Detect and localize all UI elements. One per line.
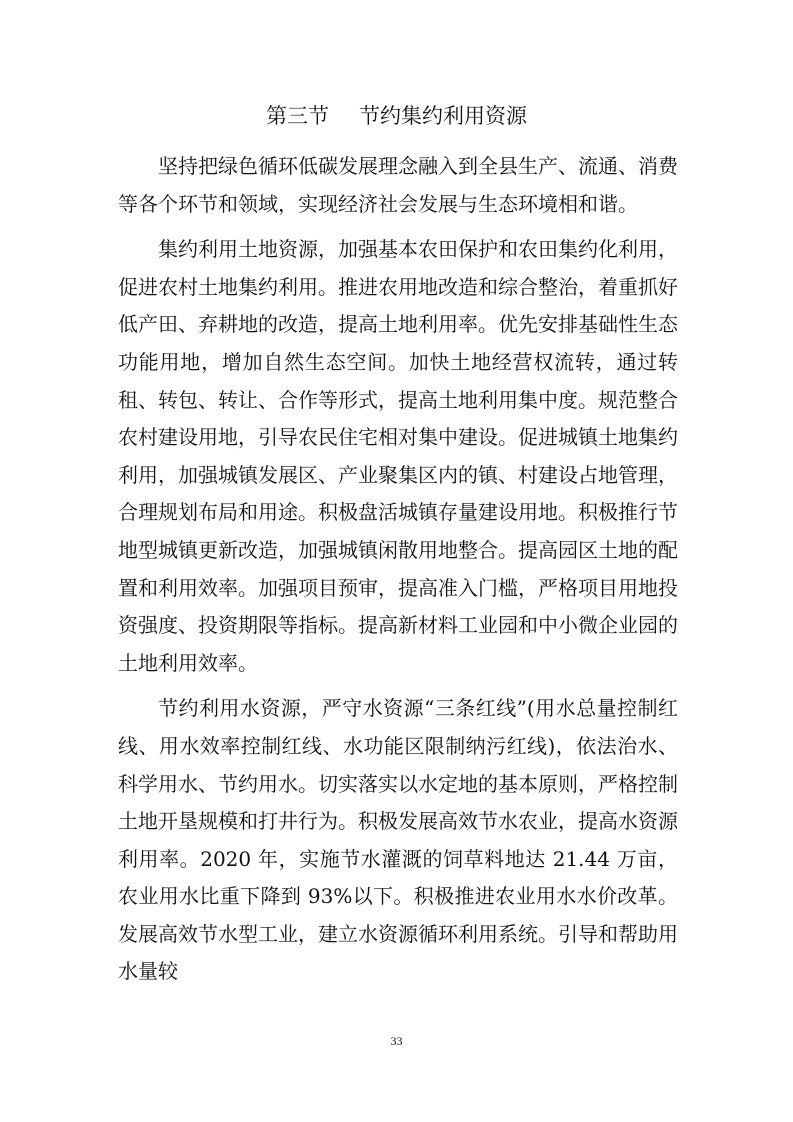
page-number: 33 (390, 1034, 403, 1048)
body-text (118, 148, 678, 999)
section-heading (0, 100, 793, 132)
paragraph-land-resources: 集约利用土地资源，加强基本农田保护和农田集约化利用，促进农村土地集约利用。推进农用地改造和综合整治，着重抓好低产田、弃耕地的改造，提高土地利用率。优先安排基础性生态功能用地，增加自然生态空间。加快土地经营权流转，通过转租、转包、转让、合作等形式，提高土地利用集中度。规范整合农村建设用地，引导农民住宅相对集中建设。促进城镇土地集约利用，加强城镇发展区、产业聚集区内的镇、村建设占地管理，合理规划布局和用途。积极盘活城镇存量建设用地。积极推行节地型城镇更新改造，加强城镇闲散用地整合。提高园区土地的配置和利用效率。加强项目预审，提高准入门槛，严格项目用地投资强度、投资期限等指标。提高新材料工业园和中小微企业园的土地利用效率。 (118, 237, 678, 675)
section-title-text: 节约集约利用资源 (359, 104, 527, 128)
paragraph-water-resources: 节约利用水资源，严守水资源“三条红线”(用水总量控制红线、用水效率控制红线、水功能区限制纳污红线)，依法治水、科学用水、节约用水。切实落实以水定地的基本原则，严格控制土地开垦规模和打井行为。积极发展高效节水农业，提高水资源利用率。2020 年，实施节水灌溉的饲草料地达 21.44 万亩，农业用水比重下降到 93%以下。积极推进农业用水水价改革。发展高效节水型工业，建立水资源循环利用系统。引导和帮助用水量较 (118, 696, 678, 984)
section-number: 第三节 (266, 104, 329, 128)
paragraph-green-development: 坚持把绿色循环低碳发展理念融入到全县生产、流通、消费等各个环节和领域，实现经济社会发展与生态环境相和谐。 (118, 154, 678, 216)
